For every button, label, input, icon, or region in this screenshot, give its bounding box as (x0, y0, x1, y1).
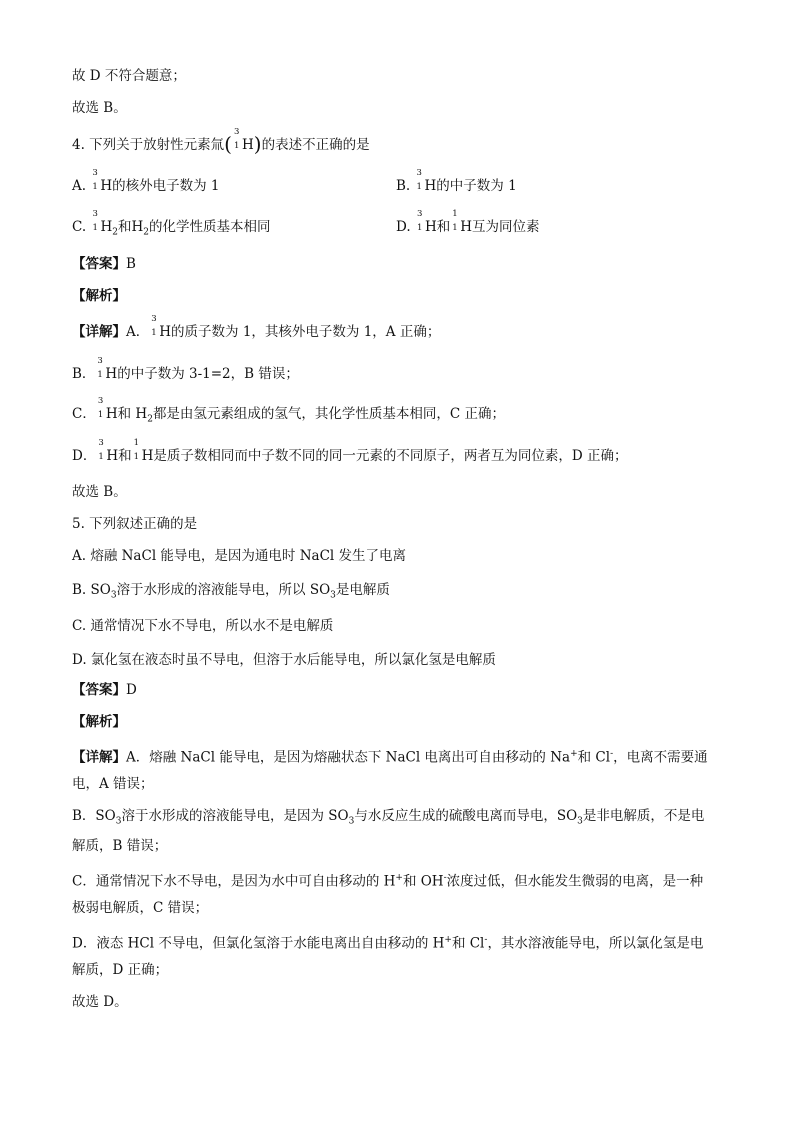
conclusion-5: 故选 D。 (72, 994, 128, 1010)
option-4d: D. 3 1 H和 1 1 H互为同位素 (396, 209, 540, 235)
text-line: 故选 B。 (72, 100, 127, 116)
detail-4c: C． 3 1 H和 $H_2$都是由氢元素组成的氢气，其化学性质基本相同，C 正确； (72, 396, 506, 425)
option-4c: C. 3 1 $H_2$和$H_2$的化学性质基本相同 (72, 209, 271, 238)
detail-4a: 【详解】A． 3 1 H的质子数为 1，其核外电子数为 1，A 正确； (72, 314, 441, 340)
option-4b: B. 3 1 H的中子数为 1 (396, 168, 517, 194)
answer-5: 【答案】D (72, 682, 137, 698)
option-5b: B. $SO_3$溶于水形成的溶液能导电，所以 $SO_3$是电解质 (72, 582, 390, 601)
detail-5b-cont: 解质，B 错误； (72, 838, 168, 854)
detail-5c: C．通常情况下水不导电，是因为水中可自由移动的 H+和 OH-浓度过低，但水能发生微弱的电离，是一种 (72, 873, 704, 890)
detail-5a-cont: 电，A 错误； (72, 776, 154, 792)
detail-5c-cont: 极弱电解质，C 错误； (72, 900, 209, 916)
option-5d: D. 氯化氢在液态时虽不导电，但溶于水后能导电，所以氯化氢是电解质 (72, 652, 496, 668)
analysis-4-heading: 【解析】 (72, 288, 126, 304)
answer-4: 【答案】B (72, 256, 136, 272)
detail-5d: D．液态 HCl 不导电，但氯化氢溶于水能电离出自由移动的 H+和 Cl-，其水溶液能导电，所以氯化氢是电 (72, 935, 704, 952)
detail-5a: 【详解】A．熔融 NaCl 能导电，是因为熔融状态下 NaCl 电离出可自由移动的 Na+和 Cl-，电离不需要通 (72, 749, 708, 766)
detail-4b: B． 3 1 H的中子数为 3-1=2，B 错误； (72, 356, 299, 382)
detail-5b: B．$SO_3$溶于水形成的溶液能导电，是因为 $SO_3$与水反应生成的硫酸电离而导电，$SO_3$是非电解质，不是电 (72, 808, 705, 827)
detail-4d: D． 3 1 H和 1 1 H是质子数相同而中子数不同的同一元素的不同原子，两者互为同位素，D 正确； (72, 438, 628, 464)
text-line: 故 D 不符合题意； (72, 68, 186, 84)
question-4-stem: 4. 下列关于放射性元素氚( 3 1 H)的表述不正确的是 (72, 127, 370, 156)
option-4a: A. 3 1 H的核外电子数为 1 (72, 168, 220, 194)
conclusion-4: 故选 B。 (72, 484, 127, 500)
detail-5d-cont: 解质，D 正确； (72, 962, 169, 978)
option-5a: A. 熔融 NaCl 能导电，是因为通电时 NaCl 发生了电离 (72, 548, 407, 564)
option-5c: C. 通常情况下水不导电，所以水不是电解质 (72, 618, 334, 634)
question-5-stem: 5. 下列叙述正确的是 (72, 516, 198, 532)
analysis-5-heading: 【解析】 (72, 714, 126, 730)
